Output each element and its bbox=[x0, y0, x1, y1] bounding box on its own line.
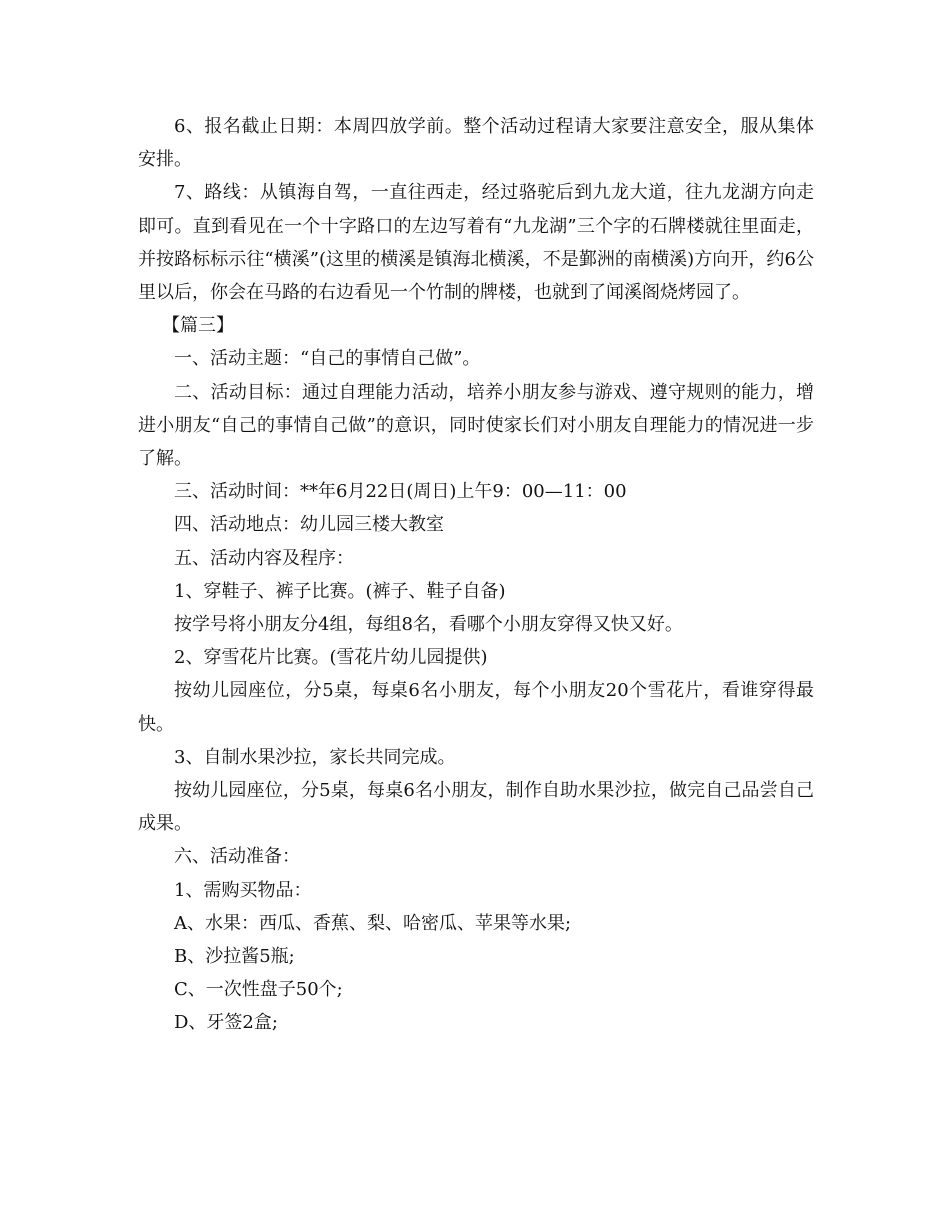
section-heading: 【篇三】 bbox=[162, 315, 234, 337]
paragraph-purchase-a: A、水果：西瓜、香蕉、梨、哈密瓜、苹果等水果; bbox=[174, 912, 572, 934]
paragraph-route: 7、路线：从镇海自驾，一直往西走，经过骆驼后到九龙大道，往九龙湖方向走即可。直到看见在一个十字路口的左边写着有“九龙湖”三个字的石牌楼就往里面走，并按路标标示往“横溪”(这里的横溪是镇海北横溪，不是鄞洲的南横溪)方向开，约6公里以后，你会在马路的右边看见一个竹制的牌楼，也就到了闻溪阁烧烤园了。 bbox=[138, 182, 814, 304]
paragraph-theme: 一、活动主题：“自己的事情自己做”。 bbox=[174, 348, 481, 370]
paragraph-deadline: 6、报名截止日期：本周四放学前。整个活动过程请大家要注意安全，服从集体安排。 bbox=[138, 116, 814, 171]
paragraph-item-1: 1、穿鞋子、裤子比赛。(裤子、鞋子自备) bbox=[174, 580, 506, 602]
document-page bbox=[138, 110, 814, 1040]
paragraph-item-1-detail: 按学号将小朋友分4组，每组8名，看哪个小朋友穿得又快又好。 bbox=[174, 614, 683, 636]
paragraph-purchase-heading: 1、需购买物品： bbox=[174, 879, 312, 901]
paragraph-item-2-detail: 按幼儿园座位，分5桌，每桌6名小朋友，每个小朋友20个雪花片，看谁穿得最快。 bbox=[138, 680, 814, 735]
paragraph-time: 三、活动时间：**年6月22日(周日)上午9：00—11：00 bbox=[174, 481, 627, 503]
paragraph-purchase-b: B、沙拉酱5瓶; bbox=[174, 946, 295, 968]
paragraph-content-heading: 五、活动内容及程序： bbox=[174, 547, 354, 569]
paragraph-item-3-detail: 按幼儿园座位，分5桌，每桌6名小朋友，制作自助水果沙拉，做完自己品尝自己成果。 bbox=[138, 780, 814, 835]
paragraph-item-3: 3、自制水果沙拉，家长共同完成。 bbox=[174, 746, 456, 768]
paragraph-goal: 二、活动目标：通过自理能力活动，培养小朋友参与游戏、遵守规则的能力，增进小朋友“自己的事情自己做”的意识，同时使家长们对小朋友自理能力的情况进一步了解。 bbox=[138, 381, 814, 470]
paragraph-location: 四、活动地点：幼儿园三楼大教室 bbox=[174, 514, 444, 536]
paragraph-purchase-c: C、一次性盘子50个; bbox=[174, 979, 343, 1001]
paragraph-item-2: 2、穿雪花片比赛。(雪花片幼儿园提供) bbox=[174, 647, 488, 669]
paragraph-purchase-d: D、牙签2盒; bbox=[174, 1012, 278, 1034]
paragraph-preparation-heading: 六、活动准备： bbox=[174, 846, 300, 868]
